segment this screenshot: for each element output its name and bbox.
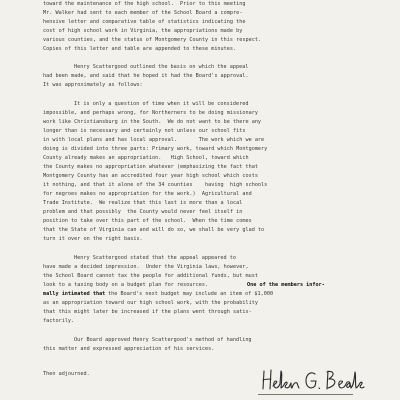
text-line: it nothing, and that it alone of the 34 counties having high schools — [43, 182, 268, 188]
text-line: that this might later be increased if the plans went through satis- — [43, 309, 252, 315]
text-line: for negroes makes no appropriation for the work.) Agricultural and — [43, 191, 252, 197]
text-line: this matter and expressed appreciation of his services. — [43, 346, 215, 352]
text-line: factorily. — [43, 318, 75, 324]
text-line: various counties, and the status of Montgomery County in this respect. — [43, 37, 262, 43]
text-line: that the State of Virginia can and will do so, we shall be very glad to — [43, 227, 265, 233]
text-line: turn it over on the right basis. — [43, 236, 143, 242]
text-line: mally intimated that — [43, 291, 106, 297]
text-line: It is only a question of time when it will be considered — [74, 101, 249, 107]
text-line: in with local plans and has local approval. The work which we are — [43, 137, 265, 143]
text-line: have made a decided impression. Under the Virginia laws, however, — [43, 264, 249, 270]
text-line: toward the maintenance of the high school. Prior to this meeting — [43, 1, 246, 7]
text-line: as an appropriation toward our high school work, with the probability — [43, 300, 258, 306]
text-line: One of the members infor- — [247, 282, 325, 288]
text-line: the County makes no appropriation whatever (emphasizing the fact that — [43, 164, 258, 170]
handwritten-signature — [260, 368, 380, 394]
text-line: Trade Institute. We realize that this last is more than a local — [43, 200, 243, 206]
text-line: Mr. Walker had sent to each member of the School Board a compre- — [43, 10, 243, 16]
text-line: longer than is necessary and certainly not unless our school fits — [43, 128, 246, 134]
text-line: impossible, and perhaps wrong, for Northerners to be doing missionary — [43, 110, 258, 116]
text-line: position to take over this part of the school. When the time comes — [43, 218, 252, 224]
text-line: had been made, and said that he hoped it had the Board's approval. — [43, 73, 249, 79]
signature-underline — [258, 394, 353, 395]
text-line: County already makes an appropriation. High School, toward which — [43, 155, 249, 161]
text-line: hensive letter and comparative table of statistics indicating the — [43, 19, 246, 25]
text-line: Our Board approved Henry Scattergood's method of handling — [74, 337, 252, 343]
text-line: doing is divided into three parts: Primary work, toward which Montgomery — [43, 146, 268, 152]
text-line: cost of high school work in Virginia, the appropriations made by — [43, 28, 243, 34]
text-line: Henry Scattergood outlined the basis on which the appeal — [74, 64, 249, 70]
text-line: Copies of this letter and table are appended to these minutes. — [43, 46, 237, 52]
closing-line: Then adjourned. — [43, 371, 90, 377]
text-line: the Board's next budget may include an item of $1,000 — [108, 291, 274, 297]
text-line: problem and that possibly the County would never feel itself in — [43, 209, 243, 215]
text-line: It was approximately as follows: — [43, 82, 143, 88]
text-line: Henry Scattergood stated that the appeal appeared to — [74, 255, 236, 261]
signature-drawing — [260, 368, 380, 394]
text-line: Montgomery County has an accredited four year high school which costs — [43, 173, 258, 179]
text-line: the School Board cannot tax the people for additional funds, but must — [43, 273, 258, 279]
text-line: look to a taxing body on a budget plan for resources. — [43, 282, 209, 288]
text-line: work like Christiansburg in the South. We do not want to be there any — [43, 119, 262, 125]
